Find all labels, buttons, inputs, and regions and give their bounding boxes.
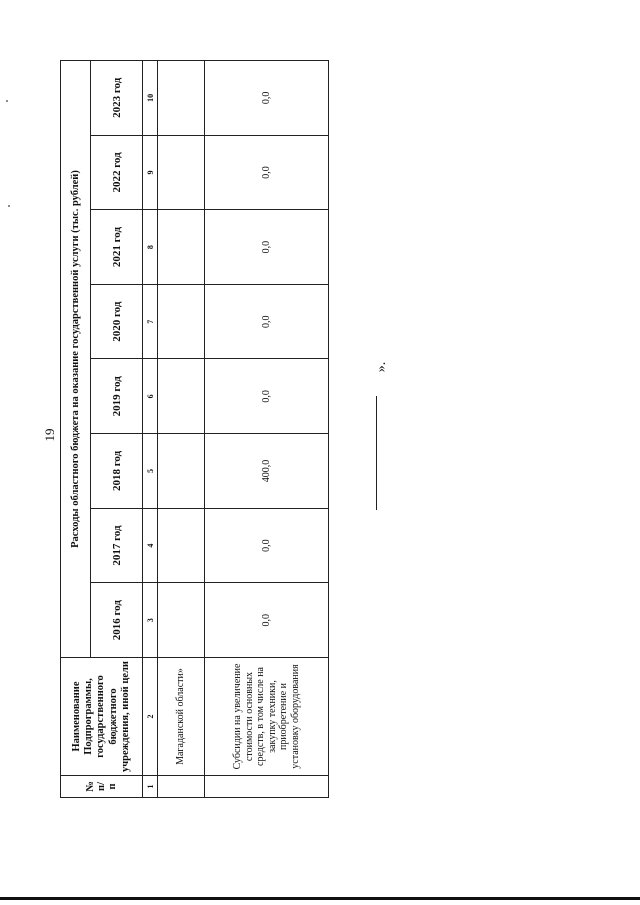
row-value bbox=[158, 434, 205, 509]
column-index: 1 bbox=[143, 776, 158, 798]
row-value: 0,0 bbox=[205, 61, 329, 136]
column-index: 8 bbox=[143, 210, 158, 285]
row-value: 0,0 bbox=[205, 508, 329, 583]
header-year: 2019 год bbox=[91, 359, 143, 434]
column-index: 2 bbox=[143, 658, 158, 776]
budget-table-wrapper bbox=[60, 60, 329, 798]
row-value bbox=[158, 135, 205, 210]
column-index: 7 bbox=[143, 284, 158, 359]
header-num: № п/п bbox=[61, 776, 143, 798]
row-value bbox=[158, 508, 205, 583]
column-index: 10 bbox=[143, 61, 158, 136]
header-year: 2022 год bbox=[91, 135, 143, 210]
scan-speck bbox=[6, 100, 8, 102]
scan-speck bbox=[8, 205, 10, 207]
header-year: 2023 год bbox=[91, 61, 143, 136]
row-name: Магаданской области» bbox=[158, 658, 205, 776]
row-name: Субсидии на увеличение стоимости основных средств, в том числе на закупку техники, приобретение и установку оборудования bbox=[205, 658, 329, 776]
header-year: 2020 год bbox=[91, 284, 143, 359]
row-value: 0,0 bbox=[205, 359, 329, 434]
page-bottom-rule bbox=[0, 897, 640, 900]
row-value bbox=[158, 61, 205, 136]
header-year: 2016 год bbox=[91, 583, 143, 658]
row-value: 400,0 bbox=[205, 434, 329, 509]
column-index: 3 bbox=[143, 583, 158, 658]
header-year: 2021 год bbox=[91, 210, 143, 285]
row-value bbox=[158, 210, 205, 285]
header-name: Наименование Подпрограммы, государственного бюджетного учреждения, иной цели bbox=[61, 658, 143, 776]
table-row bbox=[158, 61, 205, 798]
row-value: 0,0 bbox=[205, 583, 329, 658]
row-value: 0,0 bbox=[205, 284, 329, 359]
row-num bbox=[158, 776, 205, 798]
row-value: 0,0 bbox=[205, 135, 329, 210]
budget-table bbox=[60, 60, 329, 798]
row-value bbox=[158, 284, 205, 359]
column-index-row bbox=[143, 61, 158, 798]
closing-quote-mark: ». bbox=[374, 361, 389, 373]
closing-rule-line bbox=[376, 396, 377, 510]
header-expenses: Расходы областного бюджета на оказание государственной услуги (тыс. рублей) bbox=[61, 61, 91, 658]
row-num bbox=[205, 776, 329, 798]
page-number: 19 bbox=[42, 428, 57, 442]
column-index: 5 bbox=[143, 434, 158, 509]
header-year: 2017 год bbox=[91, 508, 143, 583]
row-value bbox=[158, 359, 205, 434]
table-row bbox=[205, 61, 329, 798]
row-value bbox=[158, 583, 205, 658]
row-value: 0,0 bbox=[205, 210, 329, 285]
column-index: 4 bbox=[143, 508, 158, 583]
header-year: 2018 год bbox=[91, 434, 143, 509]
column-index: 9 bbox=[143, 135, 158, 210]
column-index: 6 bbox=[143, 359, 158, 434]
